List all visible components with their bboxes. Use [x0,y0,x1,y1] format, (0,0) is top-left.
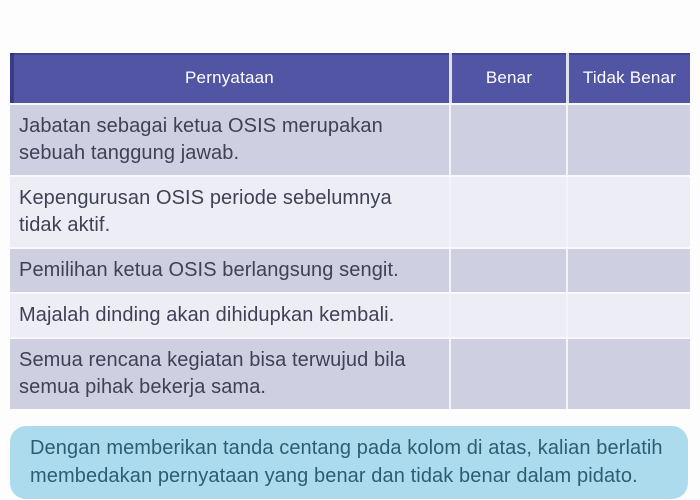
benar-cell[interactable] [449,339,566,409]
table-row [10,103,690,175]
table-row [10,247,690,292]
note-box [10,426,688,499]
header-benar: Benar [449,53,566,103]
tidak-benar-cell[interactable] [566,105,690,175]
note-text: Dengan memberikan tanda centang pada kolom di atas, kalian berlatih membedakan pernyataan yang benar dan tidak benar dalam pidato. [30,437,663,488]
benar-cell[interactable] [449,294,566,337]
table-row [10,292,690,337]
benar-cell[interactable] [449,249,566,292]
table-row [10,337,690,409]
statement-cell: Semua rencana kegiatan bisa terwujud bila semua pihak bekerja sama. [19,349,406,398]
tidak-benar-cell[interactable] [566,294,690,337]
tidak-benar-cell[interactable] [566,339,690,409]
table-row [10,175,690,247]
header-tidak-benar: Tidak Benar [566,53,690,103]
statement-cell: Jabatan sebagai ketua OSIS merupakan sebuah tanggung jawab. [19,115,383,164]
tidak-benar-cell[interactable] [566,249,690,292]
tidak-benar-cell[interactable] [566,177,690,247]
true-false-table [10,53,690,409]
table-header-row [10,53,690,103]
benar-cell[interactable] [449,177,566,247]
statement-cell: Pemilihan ketua OSIS berlangsung sengit. [19,259,399,281]
header-pernyataan: Pernyataan [185,68,274,87]
statement-cell: Kepengurusan OSIS periode sebelumnya tidak aktif. [19,187,392,236]
statement-cell: Majalah dinding akan dihidupkan kembali. [19,304,395,326]
benar-cell[interactable] [449,105,566,175]
